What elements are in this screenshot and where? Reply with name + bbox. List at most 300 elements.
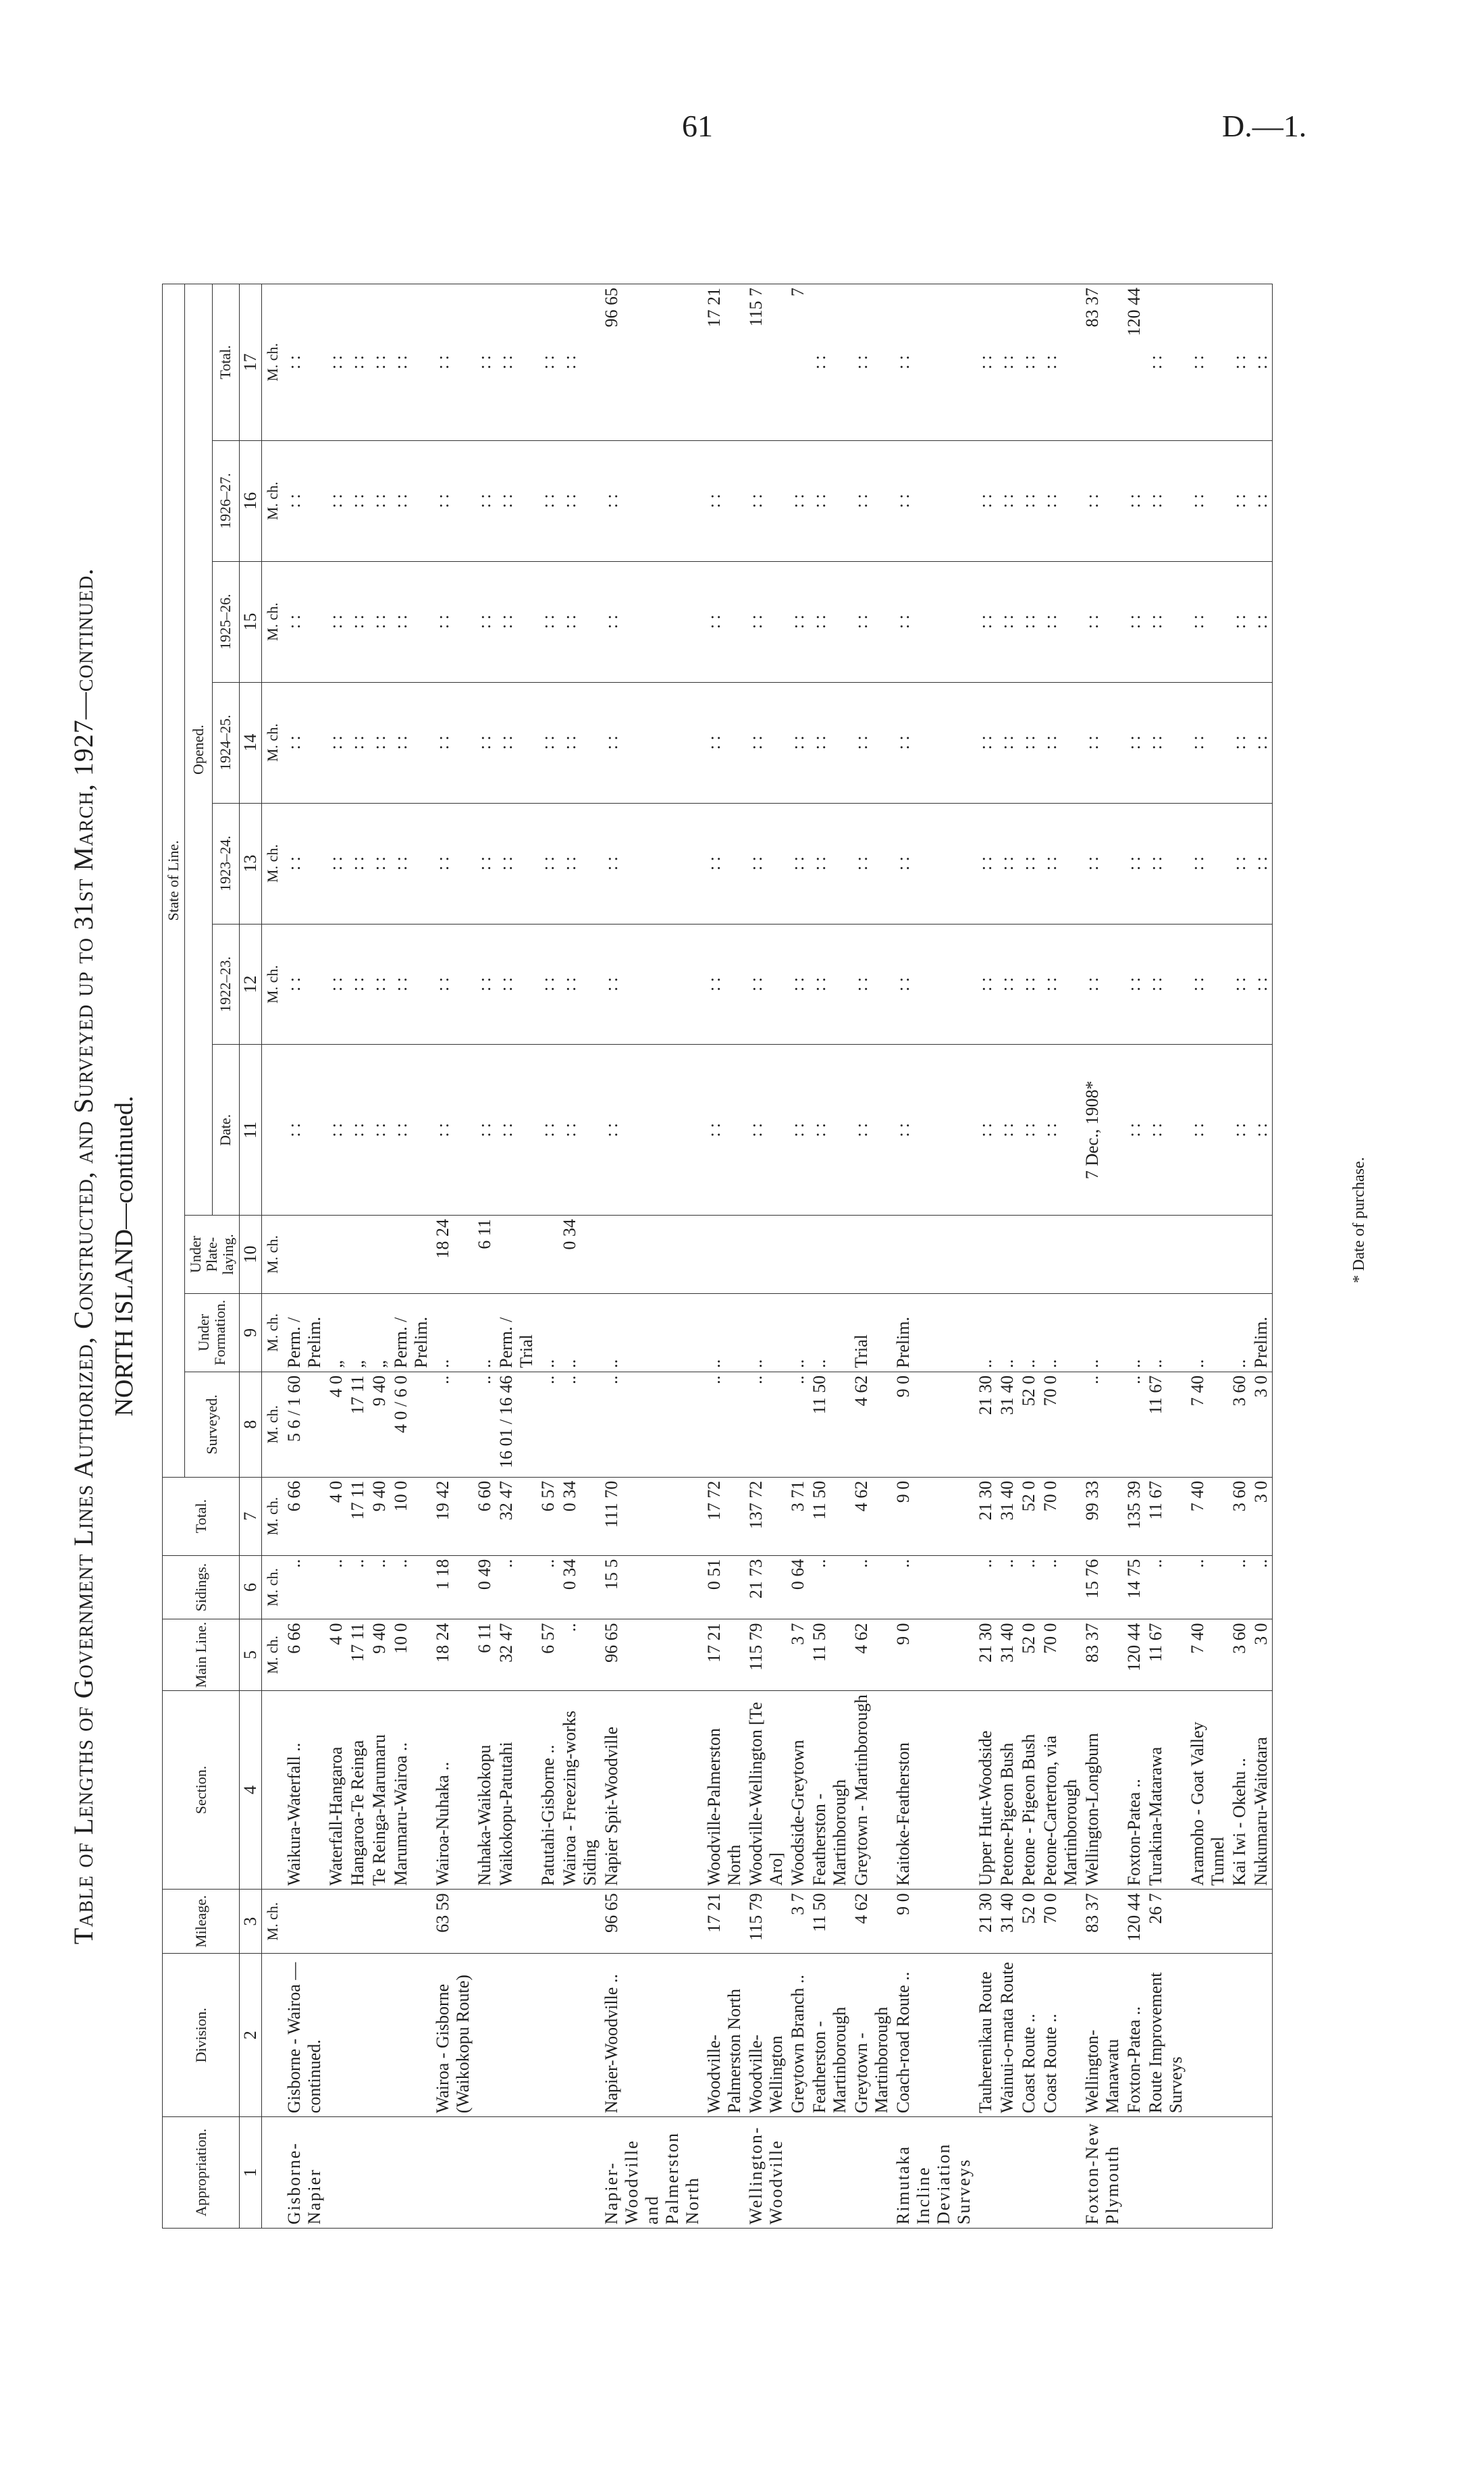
opened-total-cell: : : — [997, 284, 1018, 441]
date-cell: : : — [809, 1045, 851, 1216]
opened-year-cell: : : — [997, 924, 1018, 1045]
opened-year-cell: : : — [1229, 440, 1250, 561]
total-cell: 9 0 — [893, 1477, 975, 1555]
header-division: Division. — [163, 1954, 240, 2117]
date-cell: : : — [347, 1045, 369, 1216]
division-cell — [390, 1954, 432, 2117]
main-line-cell: 31 40 — [997, 1619, 1018, 1690]
appropriation-cell — [975, 2117, 997, 2229]
sidings-cell: .. — [1018, 1555, 1040, 1619]
opened-year-cell: : : — [745, 440, 787, 561]
total-cell: 52 0 — [1018, 1477, 1040, 1555]
appropriation-cell: Napier-Woodville and Palmerston North — [601, 2117, 704, 2229]
section-cell: Foxton-Patea .. — [1123, 1690, 1145, 1890]
date-cell: : : — [704, 1045, 745, 1216]
formation-cell: .. — [432, 1293, 474, 1372]
opened-year-cell: : : — [496, 440, 537, 561]
opened-year-cell: : : — [432, 924, 474, 1045]
appropriation-cell — [851, 2117, 893, 2229]
formation-cell: Perm. / Prelim. — [390, 1293, 432, 1372]
opened-year-cell: : : — [559, 561, 601, 682]
unit-label: M. ch. — [262, 1619, 284, 1690]
opened-year-cell: : : — [559, 803, 601, 924]
opened-total-cell: : : — [851, 284, 893, 441]
surveyed-cell: 3 0 — [1250, 1372, 1273, 1477]
island-subtitle: NORTH ISLAND—continued. — [110, 1095, 138, 1417]
appropriation-cell — [1018, 2117, 1040, 2229]
total-cell: 32 47 — [496, 1477, 537, 1555]
sidings-cell: .. — [851, 1555, 893, 1619]
platelaying-cell — [787, 1216, 809, 1294]
main-line-cell: 10 0 — [390, 1619, 432, 1690]
section-cell: Featherston - Martinborough — [809, 1690, 851, 1890]
mileage-cell — [325, 1890, 347, 1954]
column-number: 4 — [240, 1690, 262, 1890]
table-row — [559, 284, 601, 2229]
opened-year-cell: : : — [496, 924, 537, 1045]
header-opened: Opened. — [185, 284, 213, 1216]
opened-year-cell: : : — [1040, 803, 1082, 924]
surveyed-cell: 9 40 — [369, 1372, 390, 1477]
main-line-cell: 120 44 — [1123, 1619, 1145, 1690]
total-cell: 4 0 — [325, 1477, 347, 1555]
date-cell: : : — [1040, 1045, 1082, 1216]
main-line-cell: 7 40 — [1187, 1619, 1229, 1690]
platelaying-cell — [1082, 1216, 1123, 1294]
section-cell: Kaitoke-Featherston — [893, 1690, 975, 1890]
opened-year-cell: : : — [787, 924, 809, 1045]
opened-year-cell: : : — [347, 561, 369, 682]
opened-year-cell: : : — [347, 803, 369, 924]
date-cell: : : — [474, 1045, 496, 1216]
opened-year-cell: : : — [1250, 440, 1273, 561]
opened-year-cell: : : — [390, 440, 432, 561]
mileage-cell — [347, 1890, 369, 1954]
mileage-cell: 70 0 — [1040, 1890, 1082, 1954]
section-cell: Wairoa - Freezing-works Siding — [559, 1690, 601, 1890]
header-1922: 1922–23. — [212, 924, 240, 1045]
opened-year-cell: : : — [975, 682, 997, 803]
opened-year-cell: : : — [537, 682, 559, 803]
division-cell — [1187, 1954, 1229, 2117]
opened-year-cell: : : — [537, 561, 559, 682]
opened-year-cell: : : — [537, 803, 559, 924]
mileage-cell: 9 0 — [893, 1890, 975, 1954]
platelaying-cell — [745, 1216, 787, 1294]
division-cell — [325, 1954, 347, 2117]
section-cell: Wellington-Longburn — [1082, 1690, 1123, 1890]
opened-year-cell: : : — [809, 924, 851, 1045]
sidings-cell: .. — [1250, 1555, 1273, 1619]
date-cell: : : — [1229, 1045, 1250, 1216]
total-cell: 21 30 — [975, 1477, 997, 1555]
mileage-cell: 4 62 — [851, 1890, 893, 1954]
empty-cell — [262, 2117, 284, 2229]
surveyed-cell: 21 30 — [975, 1372, 997, 1477]
header-1926: 1926–27. — [212, 440, 240, 561]
section-cell: Woodville-Palmerston North — [704, 1690, 745, 1890]
column-number: 3 — [240, 1890, 262, 1954]
platelaying-cell: 0 34 — [559, 1216, 601, 1294]
total-cell: 6 60 — [474, 1477, 496, 1555]
mileage-cell: 26 7 — [1145, 1890, 1187, 1954]
opened-year-cell: : : — [284, 803, 325, 924]
total-cell: 3 0 — [1250, 1477, 1273, 1555]
formation-cell: .. — [1145, 1293, 1187, 1372]
date-cell: : : — [1123, 1045, 1145, 1216]
section-cell: Hangaroa-Te Reinga — [347, 1690, 369, 1890]
table-row — [347, 284, 369, 2229]
sidings-cell: .. — [496, 1555, 537, 1619]
division-cell — [537, 1954, 559, 2117]
surveyed-cell: .. — [787, 1372, 809, 1477]
footnote: * Date of purchase. — [1350, 1157, 1368, 1283]
date-cell: : : — [325, 1045, 347, 1216]
surveyed-cell: .. — [601, 1372, 704, 1477]
opened-year-cell: : : — [975, 440, 997, 561]
table-row — [1250, 284, 1273, 2229]
total-cell: 17 72 — [704, 1477, 745, 1555]
total-cell: 70 0 — [1040, 1477, 1082, 1555]
appropriation-cell: Rimutaka Incline Deviation Surveys — [893, 2117, 975, 2229]
main-line-cell: 11 50 — [809, 1619, 851, 1690]
table-row — [1123, 284, 1145, 2229]
surveyed-cell: .. — [559, 1372, 601, 1477]
main-line-cell: 83 37 — [1082, 1619, 1123, 1690]
formation-cell: .. — [559, 1293, 601, 1372]
date-cell: : : — [1145, 1045, 1187, 1216]
total-cell: 19 42 — [432, 1477, 474, 1555]
formation-cell: „ — [369, 1293, 390, 1372]
platelaying-cell — [1229, 1216, 1250, 1294]
section-cell: Petone - Pigeon Bush — [1018, 1690, 1040, 1890]
formation-cell: .. — [1040, 1293, 1082, 1372]
opened-total-cell: 115 7 — [745, 284, 787, 441]
section-cell: Patutahi-Gisborne .. — [537, 1690, 559, 1890]
opened-year-cell: : : — [787, 561, 809, 682]
opened-year-cell: : : — [1082, 682, 1123, 803]
opened-year-cell: : : — [1018, 561, 1040, 682]
header-main-line: Main Line. — [163, 1619, 240, 1690]
opened-year-cell: : : — [369, 440, 390, 561]
opened-year-cell: : : — [1250, 924, 1273, 1045]
division-cell: Tauherenikau Route — [975, 1954, 997, 2117]
division-cell: Wellington-Manawatu — [1082, 1954, 1123, 2117]
mileage-cell — [390, 1890, 432, 1954]
opened-year-cell: : : — [893, 682, 975, 803]
table-row — [809, 284, 851, 2229]
opened-year-cell: : : — [432, 440, 474, 561]
opened-year-cell: : : — [975, 924, 997, 1045]
opened-year-cell: : : — [745, 803, 787, 924]
unit-label: M. ch. — [262, 1890, 284, 1954]
opened-year-cell: : : — [704, 803, 745, 924]
unit-label: M. ch. — [262, 284, 284, 441]
platelaying-cell: 18 24 — [432, 1216, 474, 1294]
column-number: 11 — [240, 1045, 262, 1216]
appropriation-cell — [347, 2117, 369, 2229]
section-cell: Nuhaka-Waikokopu — [474, 1690, 496, 1890]
division-cell: Greytown - Martinborough — [851, 1954, 893, 2117]
opened-year-cell: : : — [893, 440, 975, 561]
unit-label: M. ch. — [262, 682, 284, 803]
header-under-platelaying: Under Plate-laying. — [185, 1216, 240, 1294]
column-number: 12 — [240, 924, 262, 1045]
opened-total-cell: : : — [893, 284, 975, 441]
opened-year-cell: : : — [325, 561, 347, 682]
section-cell: Marumaru-Wairoa .. — [390, 1690, 432, 1890]
platelaying-cell — [1145, 1216, 1187, 1294]
section-cell: Aramoho - Goat Valley Tunnel — [1187, 1690, 1229, 1890]
sidings-cell: .. — [369, 1555, 390, 1619]
formation-cell: .. — [1018, 1293, 1040, 1372]
appropriation-cell — [474, 2117, 496, 2229]
date-cell: : : — [975, 1045, 997, 1216]
column-number: 7 — [240, 1477, 262, 1555]
table-row — [496, 284, 537, 2229]
mileage-cell: 120 44 — [1123, 1890, 1145, 1954]
opened-year-cell: : : — [1229, 803, 1250, 924]
opened-year-cell: : : — [537, 440, 559, 561]
date-cell: : : — [745, 1045, 787, 1216]
opened-year-cell: : : — [1187, 561, 1229, 682]
opened-year-cell: : : — [975, 561, 997, 682]
opened-year-cell: : : — [1145, 561, 1187, 682]
unit-label: M. ch. — [262, 1216, 284, 1294]
surveyed-cell: 52 0 — [1018, 1372, 1040, 1477]
opened-year-cell: : : — [997, 561, 1018, 682]
opened-total-cell: 83 37 — [1082, 284, 1123, 441]
main-line-cell: 9 0 — [893, 1619, 975, 1690]
opened-year-cell: : : — [1123, 561, 1145, 682]
total-cell: 6 57 — [537, 1477, 559, 1555]
platelaying-cell — [347, 1216, 369, 1294]
opened-year-cell: : : — [1229, 924, 1250, 1045]
sidings-cell: .. — [893, 1555, 975, 1619]
date-cell: : : — [997, 1045, 1018, 1216]
platelaying-cell — [893, 1216, 975, 1294]
column-number: 10 — [240, 1216, 262, 1294]
appropriation-cell — [537, 2117, 559, 2229]
formation-cell: Prelim. — [893, 1293, 975, 1372]
surveyed-cell: .. — [1082, 1372, 1123, 1477]
opened-total-cell: : : — [1145, 284, 1187, 441]
header-appropriation: Appropriation. — [163, 2117, 240, 2229]
opened-year-cell: : : — [284, 682, 325, 803]
column-number: 2 — [240, 1954, 262, 2117]
total-cell: 7 40 — [1187, 1477, 1229, 1555]
appropriation-cell — [390, 2117, 432, 2229]
formation-cell: .. — [787, 1293, 809, 1372]
mileage-cell: 3 7 — [787, 1890, 809, 1954]
platelaying-cell — [997, 1216, 1018, 1294]
date-cell: : : — [1250, 1045, 1273, 1216]
date-cell: : : — [851, 1045, 893, 1216]
opened-year-cell: : : — [390, 561, 432, 682]
opened-total-cell: : : — [537, 284, 559, 441]
formation-cell: Perm. / Trial — [496, 1293, 537, 1372]
opened-total-cell: : : — [1040, 284, 1082, 441]
opened-total-cell: : : — [559, 284, 601, 441]
date-cell: : : — [284, 1045, 325, 1216]
opened-total-cell: : : — [496, 284, 537, 441]
date-cell: : : — [432, 1045, 474, 1216]
mileage-cell: 83 37 — [1082, 1890, 1123, 1954]
formation-cell: .. — [809, 1293, 851, 1372]
main-line-cell: 70 0 — [1040, 1619, 1082, 1690]
header-1923: 1923–24. — [212, 803, 240, 924]
mileage-cell: 52 0 — [1018, 1890, 1040, 1954]
main-line-cell: 17 21 — [704, 1619, 745, 1690]
surveyed-cell: 4 0 / 6 0 — [390, 1372, 432, 1477]
header-sidings: Sidings. — [163, 1555, 240, 1619]
formation-cell: .. — [601, 1293, 704, 1372]
appropriation-cell — [1145, 2117, 1187, 2229]
appropriation-cell — [997, 2117, 1018, 2229]
lines-table — [162, 284, 1273, 2229]
opened-year-cell: : : — [1018, 924, 1040, 1045]
surveyed-cell: 16 01 / 16 46 — [496, 1372, 537, 1477]
total-cell: 111 70 — [601, 1477, 704, 1555]
sidings-cell: .. — [1040, 1555, 1082, 1619]
section-cell: Petone-Pigeon Bush — [997, 1690, 1018, 1890]
date-cell: : : — [390, 1045, 432, 1216]
opened-year-cell: : : — [369, 561, 390, 682]
opened-year-cell: : : — [1250, 561, 1273, 682]
table-row — [1040, 284, 1082, 2229]
sidings-cell: .. — [347, 1555, 369, 1619]
main-line-cell: 4 0 — [325, 1619, 347, 1690]
appropriation-cell — [1187, 2117, 1229, 2229]
opened-year-cell: : : — [601, 682, 704, 803]
main-line-cell: 9 40 — [369, 1619, 390, 1690]
opened-total-cell: : : — [390, 284, 432, 441]
formation-cell: Perm. / Prelim. — [284, 1293, 325, 1372]
opened-year-cell: : : — [997, 440, 1018, 561]
opened-year-cell: : : — [474, 924, 496, 1045]
opened-year-cell: : : — [1082, 803, 1123, 924]
mileage-cell: 96 65 — [601, 1890, 704, 1954]
sidings-cell: .. — [537, 1555, 559, 1619]
document-reference: D.—1. — [1222, 109, 1307, 143]
mileage-cell — [1187, 1890, 1229, 1954]
total-cell: 0 34 — [559, 1477, 601, 1555]
surveyed-cell: .. — [537, 1372, 559, 1477]
table-row — [975, 284, 997, 2229]
total-cell: 3 60 — [1229, 1477, 1250, 1555]
header-mileage: Mileage. — [163, 1890, 240, 1954]
table-row — [1229, 284, 1250, 2229]
main-line-cell: 6 11 — [474, 1619, 496, 1690]
formation-cell: .. — [1229, 1293, 1250, 1372]
division-cell: Featherston - Martinborough — [809, 1954, 851, 2117]
formation-cell: „ — [347, 1293, 369, 1372]
total-cell: 10 0 — [390, 1477, 432, 1555]
opened-year-cell: : : — [1018, 803, 1040, 924]
formation-cell: Trial — [851, 1293, 893, 1372]
platelaying-cell — [537, 1216, 559, 1294]
empty-cell — [262, 1690, 284, 1890]
table-row — [474, 284, 496, 2229]
table-row — [745, 284, 787, 2229]
date-cell: : : — [1187, 1045, 1229, 1216]
mileage-cell — [496, 1890, 537, 1954]
appropriation-cell: Wellington-Woodville — [745, 2117, 787, 2229]
platelaying-cell — [704, 1216, 745, 1294]
formation-cell: „ — [325, 1293, 347, 1372]
opened-total-cell: : : — [1250, 284, 1273, 441]
appropriation-cell — [325, 2117, 347, 2229]
appropriation-cell — [496, 2117, 537, 2229]
date-cell: : : — [559, 1045, 601, 1216]
table-row — [369, 284, 390, 2229]
section-cell: Waikura-Waterfall .. — [284, 1690, 325, 1890]
sidings-cell: 0 51 — [704, 1555, 745, 1619]
opened-year-cell: : : — [787, 682, 809, 803]
formation-cell: .. — [704, 1293, 745, 1372]
date-cell: 7 Dec., 1908* — [1082, 1045, 1123, 1216]
section-cell: Wairoa-Nuhaka .. — [432, 1690, 474, 1890]
opened-total-cell: 17 21 — [704, 284, 745, 441]
opened-year-cell: : : — [369, 682, 390, 803]
opened-year-cell: : : — [432, 561, 474, 682]
table-row — [1145, 284, 1187, 2229]
opened-year-cell: : : — [347, 440, 369, 561]
surveyed-cell: 9 0 — [893, 1372, 975, 1477]
table-row — [1187, 284, 1229, 2229]
opened-year-cell: : : — [809, 803, 851, 924]
unit-label: M. ch. — [262, 561, 284, 682]
sidings-cell: 15 5 — [601, 1555, 704, 1619]
division-cell: Wairoa - Gisborne (Waikokopu Route) — [432, 1954, 474, 2117]
column-number-row — [240, 284, 262, 2229]
platelaying-cell — [390, 1216, 432, 1294]
table-row — [432, 284, 474, 2229]
opened-year-cell: : : — [325, 803, 347, 924]
table-row — [537, 284, 559, 2229]
division-cell — [559, 1954, 601, 2117]
opened-year-cell: : : — [975, 803, 997, 924]
surveyed-cell: 4 62 — [851, 1372, 893, 1477]
unit-label: M. ch. — [262, 1555, 284, 1619]
unit-row — [262, 284, 284, 2229]
sidings-cell: .. — [390, 1555, 432, 1619]
total-cell: 6 66 — [284, 1477, 325, 1555]
opened-year-cell: : : — [601, 803, 704, 924]
opened-year-cell: : : — [1145, 924, 1187, 1045]
section-cell: Petone-Carterton, via Martinborough — [1040, 1690, 1082, 1890]
appropriation-cell — [809, 2117, 851, 2229]
opened-total-cell: : : — [347, 284, 369, 441]
division-cell — [369, 1954, 390, 2117]
opened-year-cell: : : — [1187, 803, 1229, 924]
opened-year-cell: : : — [559, 924, 601, 1045]
section-cell: Turakina-Matarawa — [1145, 1690, 1187, 1890]
opened-year-cell: : : — [347, 682, 369, 803]
main-line-cell: 11 67 — [1145, 1619, 1187, 1690]
surveyed-cell: 3 60 — [1229, 1372, 1250, 1477]
opened-year-cell: : : — [559, 440, 601, 561]
surveyed-cell: .. — [432, 1372, 474, 1477]
surveyed-cell: .. — [1123, 1372, 1145, 1477]
main-line-cell: 4 62 — [851, 1619, 893, 1690]
surveyed-cell: 7 40 — [1187, 1372, 1229, 1477]
sidings-cell: .. — [809, 1555, 851, 1619]
empty-cell — [262, 1045, 284, 1216]
unit-label: M. ch. — [262, 1372, 284, 1477]
column-number: 5 — [240, 1619, 262, 1690]
sidings-cell: 15 76 — [1082, 1555, 1123, 1619]
